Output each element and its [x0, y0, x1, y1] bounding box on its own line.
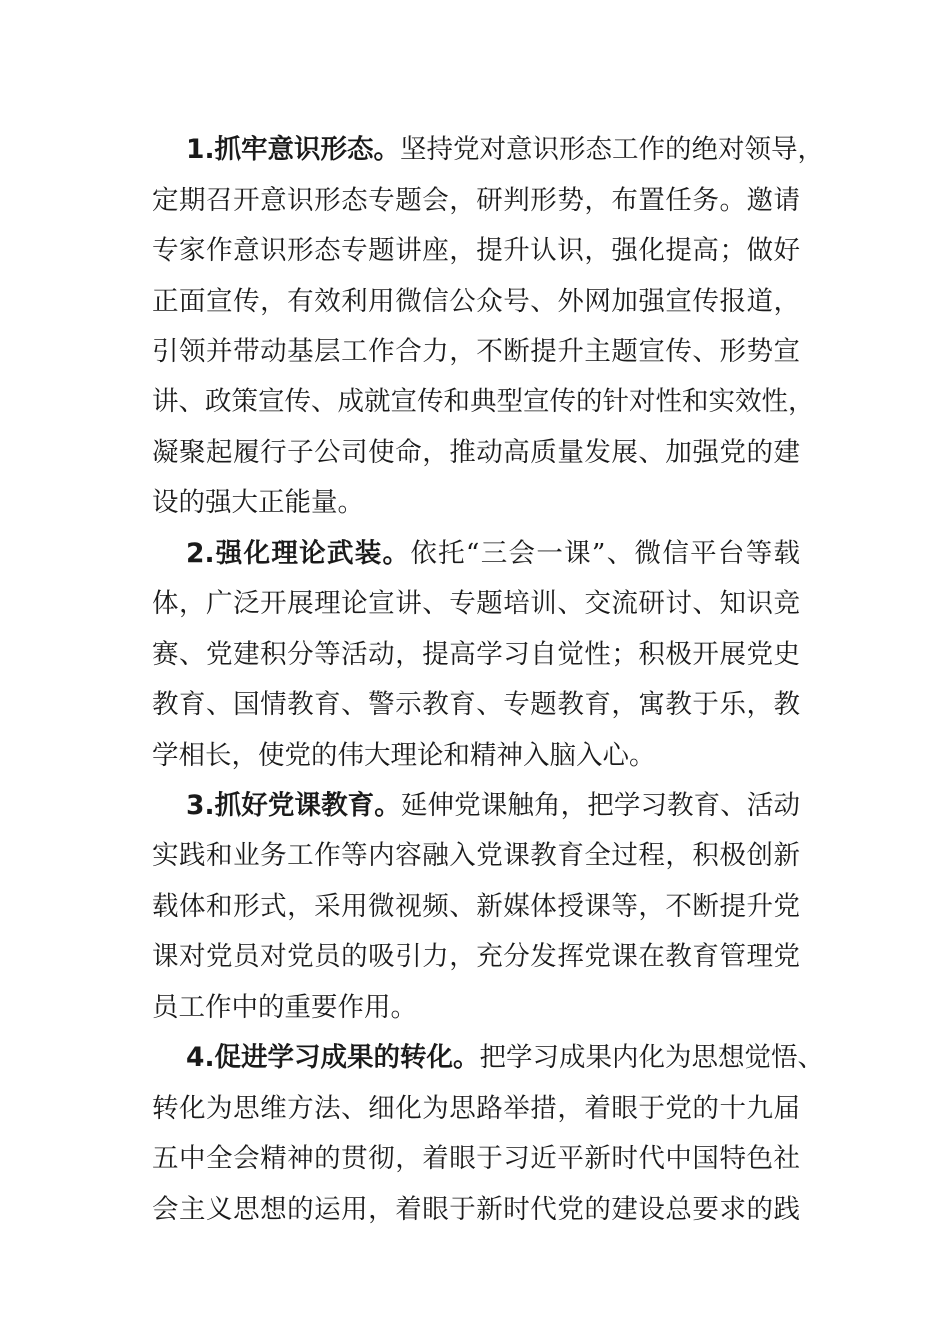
- paragraph-4-line: 转化为思维方法、细化为思路举措，着眼于党的十九届: [152, 1093, 800, 1124]
- paragraph-1-line: 定期召开意识形态专题会，研判形势，布置任务。邀请: [152, 185, 800, 216]
- paragraph-1-line: 凝聚起履行子公司使命，推动高质量发展、加强党的建: [152, 437, 800, 468]
- paragraph-1-line: 讲、政策宣传、成就宣传和典型宣传的针对性和实效性，: [152, 386, 815, 417]
- paragraph-1-line: 设的强大正能量。: [152, 487, 364, 518]
- paragraph-1-line: 专家作意识形态专题讲座，提升认识，强化提高；做好: [152, 235, 800, 266]
- paragraph-2-heading: 2.强化理论武装。: [186, 538, 411, 569]
- paragraph-4-line: 会主义思想的运用，着眼于新时代党的建设总要求的践: [152, 1194, 800, 1225]
- paragraph-1-first-line: [186, 125, 825, 175]
- paragraph-3-line: 课对党员对党员的吸引力，充分发挥党课在教育管理党: [152, 941, 800, 972]
- paragraph-4-text: 把学习成果内化为思想觉悟、: [479, 1042, 825, 1073]
- paragraph-2-line: 学相长，使党的伟大理论和精神入脑入心。: [152, 740, 656, 771]
- paragraph-4-heading: 4.促进学习成果的转化。: [186, 1042, 480, 1073]
- paragraph-4-line: 五中全会精神的贯彻，着眼于习近平新时代中国特色社: [152, 1143, 800, 1174]
- paragraph-1-line: 引领并带动基层工作合力，不断提升主题宣传、形势宣: [152, 336, 800, 367]
- paragraph-2-line: 教育、国情教育、警示教育、专题教育，寓教于乐，教: [152, 689, 800, 720]
- paragraph-1-line: 正面宣传，有效利用微信公众号、外网加强宣传报道，: [152, 286, 800, 317]
- paragraph-3-line: 载体和形式，采用微视频、新媒体授课等，不断提升党: [152, 891, 800, 922]
- paragraph-3-heading: 3.抓好党课教育。: [186, 790, 401, 821]
- paragraph-2-first-line: [186, 529, 800, 579]
- paragraph-1-text: 坚持党对意识形态工作的绝对领导，: [400, 134, 825, 165]
- paragraph-2-text: 依托“三会一课”、微信平台等载: [410, 538, 800, 569]
- paragraph-2-line: 体，广泛开展理论宣讲、专题培训、交流研讨、知识竞: [152, 588, 800, 619]
- paragraph-3-line: 员工作中的重要作用。: [152, 992, 417, 1023]
- paragraph-3-text: 延伸党课触角，把学习教育、活动: [400, 790, 801, 821]
- paragraph-3-line: 实践和业务工作等内容融入党课教育全过程，积极创新: [152, 840, 800, 871]
- paragraph-2-line: 赛、党建积分等活动，提高学习自觉性；积极开展党史: [152, 639, 800, 670]
- paragraph-4-first-line: [186, 1033, 825, 1083]
- paragraph-1-heading: 1.抓牢意识形态。: [186, 134, 401, 165]
- paragraph-3-first-line: [186, 781, 800, 831]
